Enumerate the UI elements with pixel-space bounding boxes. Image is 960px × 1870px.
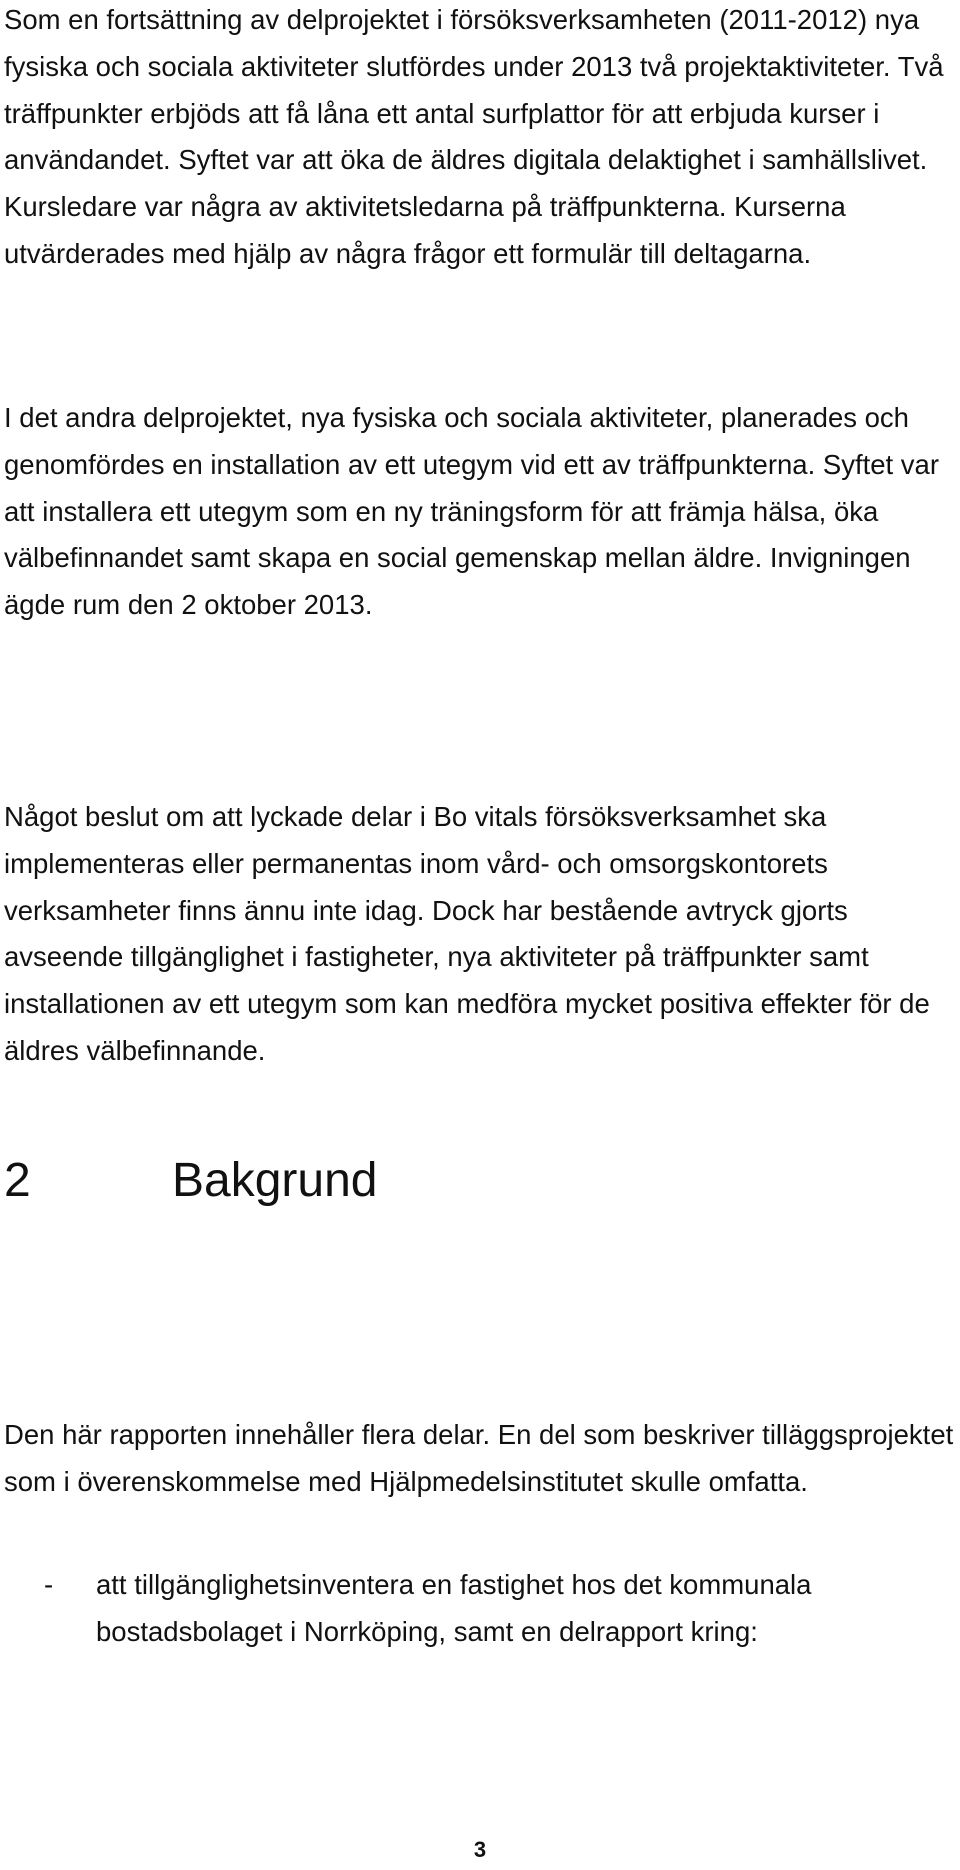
section-heading <box>4 1151 377 1211</box>
list-item-marker: - <box>44 1569 54 1600</box>
page-number: 3 <box>473 1837 487 1862</box>
section-title: Bakgrund <box>172 1154 378 1207</box>
section-number: 2 <box>4 1154 31 1207</box>
paragraph-3: Något beslut om att lyckade delar i Bo vitals försöksverksamhet ska implementeras eller permanentas inom vård- och omsorgskontorets verksamheter finns ännu inte idag. Dock har bestående avtryck gjorts avseende tillgänglighet i fastigheter, nya aktiviteter på träffpunkter samt installationen av ett utegym som kan medföra mycket positiva effekter för de äldres välbefinnande. <box>4 801 930 1066</box>
paragraph-1: Som en fortsättning av delprojektet i försöksverksamheten (2011-2012) nya fysiska och sociala aktiviteter slutfördes under 2013 två projektaktiviteter. Två träffpunkter erbjöds att få låna ett antal surfplattor för att erbjuda kurser i användandet. Syftet var att öka de äldres digitala delaktighet i samhällslivet. Kursledare var några av aktivitetsledarna på träffpunkterna. Kurserna utvärderades med hjälp av några frågor ett formulär till deltagarna. <box>4 4 944 269</box>
paragraph-2: I det andra delprojektet, nya fysiska och sociala aktiviteter, planerades och genomfördes en installation av ett utegym vid ett av träffpunkterna. Syftet var att installera ett utegym som en ny träningsform för att främja hälsa, öka välbefinnandet samt skapa en social gemenskap mellan äldre. Invigningen ägde rum den 2 oktober 2013. <box>4 402 939 621</box>
paragraph-4: Den här rapporten innehåller flera delar. En del som beskriver tilläggsprojektet som i överenskommelse med Hjälpmedelsinstitutet skulle omfatta. <box>4 1419 954 1497</box>
list-item-text: att tillgänglighetsinventera en fastighet hos det kommunala bostadsbolaget i Norrköping, samt en delrapport kring: <box>96 1569 812 1647</box>
